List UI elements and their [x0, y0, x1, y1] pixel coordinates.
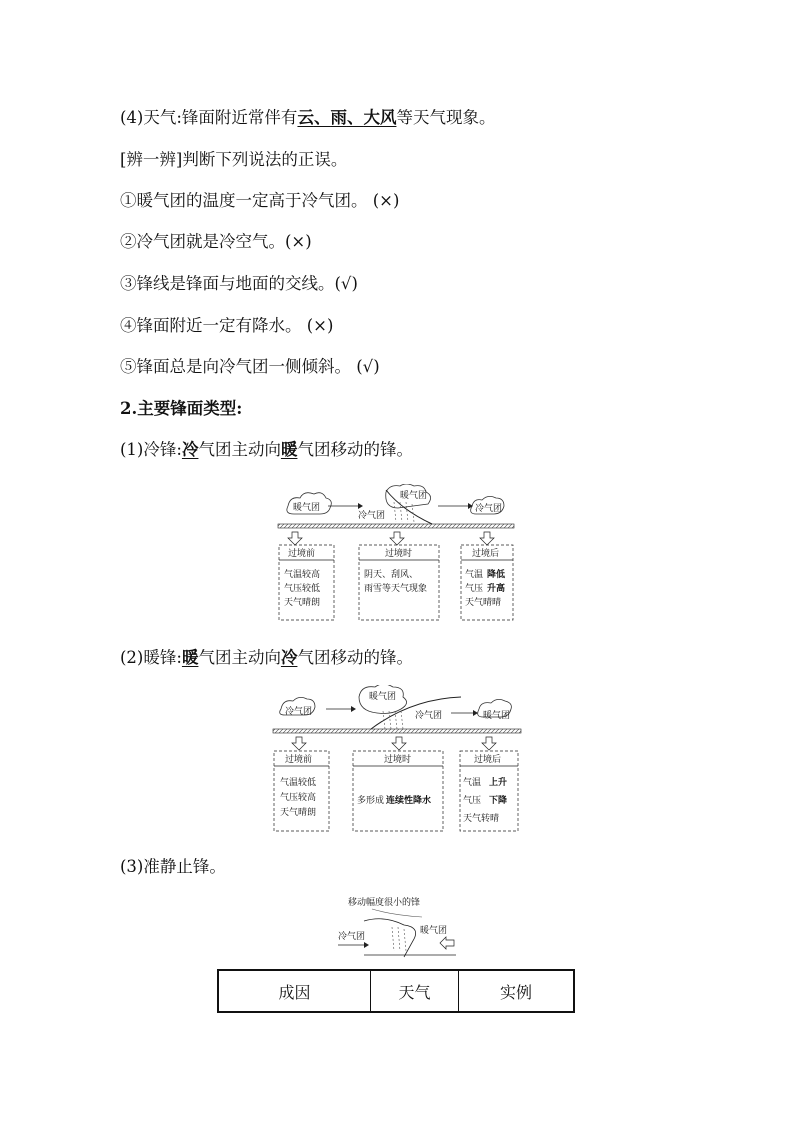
svg-text:气温较低: 气温较低 [280, 778, 317, 788]
svg-text:天气转晴: 天气转晴 [463, 814, 500, 824]
svg-text:多形成: 多形成 [357, 796, 385, 806]
cold-front-diagram [276, 484, 516, 624]
svg-text:冷气团: 冷气团 [338, 932, 366, 942]
svg-text:连续性降水: 连续性降水 [386, 796, 432, 806]
svg-text:气压: 气压 [465, 584, 484, 594]
svg-text:暖气团: 暖气团 [420, 926, 448, 936]
svg-text:天气晴晴: 天气晴晴 [465, 598, 502, 608]
svg-text:天气晴朗: 天气晴朗 [284, 598, 321, 608]
svg-text:上升: 上升 [489, 778, 508, 788]
svg-text:气温较高: 气温较高 [284, 570, 321, 580]
cold-warm-mass-top: 暖气团 [400, 491, 428, 501]
svg-text:移动幅度很小的锋: 移动幅度很小的锋 [348, 898, 421, 908]
svg-text:暖气团: 暖气团 [369, 692, 397, 702]
judgment-5: ⑤锋面总是向冷气团一侧倾斜。 (√) [120, 357, 380, 376]
svg-text:雨雪等天气现象: 雨雪等天气现象 [364, 584, 428, 594]
cold-during-title: 过境时 [385, 549, 413, 559]
header-cause: 成因 [219, 971, 371, 1011]
front-table-header [217, 969, 575, 1013]
svg-text:气压: 气压 [463, 796, 482, 806]
svg-text:暖气团: 暖气团 [483, 711, 511, 721]
svg-text:天气晴朗: 天气晴朗 [280, 808, 317, 818]
stationary-front-line: (3)准静止锋。 [120, 857, 226, 876]
down-arrow-icon [390, 532, 404, 545]
header-example: 实例 [499, 982, 532, 1002]
down-arrow-icon [480, 532, 494, 545]
svg-text:冷气团: 冷气团 [415, 711, 443, 721]
svg-text:气温: 气温 [465, 570, 484, 580]
svg-text:降低: 降低 [487, 570, 506, 580]
weather-line: (4)天气:锋面附近常伴有云、雨、大风等天气现象。 [120, 108, 496, 127]
judgment-4: ④锋面附近一定有降水。 (×) [120, 316, 334, 335]
cold-warm-mass-label: 暖气团 [293, 503, 321, 513]
svg-text:气压较高: 气压较高 [280, 793, 317, 803]
svg-text:过境时: 过境时 [384, 755, 412, 765]
down-arrow-icon [392, 737, 406, 750]
down-arrow-icon [292, 737, 306, 750]
svg-text:气温: 气温 [463, 778, 482, 788]
svg-text:升高: 升高 [487, 584, 506, 594]
section-heading: 2.主要锋面类型: [120, 399, 243, 418]
down-arrow-icon [482, 737, 496, 750]
svg-text:阴天、刮风、: 阴天、刮风、 [364, 570, 419, 580]
judgment-3: ③锋线是锋面与地面的交线。(√) [120, 274, 358, 293]
judgment-1: ①暖气团的温度一定高于冷气团。 (×) [120, 191, 400, 210]
stationary-front-diagram [334, 893, 462, 959]
down-arrow-icon [288, 532, 302, 545]
cold-front-line: (1)冷锋:冷气团主动向暖气团移动的锋。 [120, 440, 413, 459]
svg-text:过境前: 过境前 [285, 755, 313, 765]
svg-text:气压较低: 气压较低 [284, 584, 321, 594]
svg-text:过境后: 过境后 [472, 549, 500, 559]
cold-before-title: 过境前 [288, 549, 316, 559]
svg-text:过境后: 过境后 [474, 755, 502, 765]
header-weather: 天气 [371, 971, 459, 1011]
judgment-2: ②冷气团就是冷空气。(×) [120, 232, 312, 251]
cold-cold-mass: 冷气团 [358, 511, 386, 521]
warm-front-line: (2)暖锋:暖气团主动向冷气团移动的锋。 [120, 648, 413, 667]
discern-heading: [辨一辨]判断下列说法的正误。 [120, 150, 348, 169]
svg-text:冷气团: 冷气团 [285, 707, 313, 717]
warm-front-diagram [271, 685, 523, 835]
svg-text:下降: 下降 [489, 796, 508, 806]
cold-cold-mass-right: 冷气团 [475, 504, 503, 514]
